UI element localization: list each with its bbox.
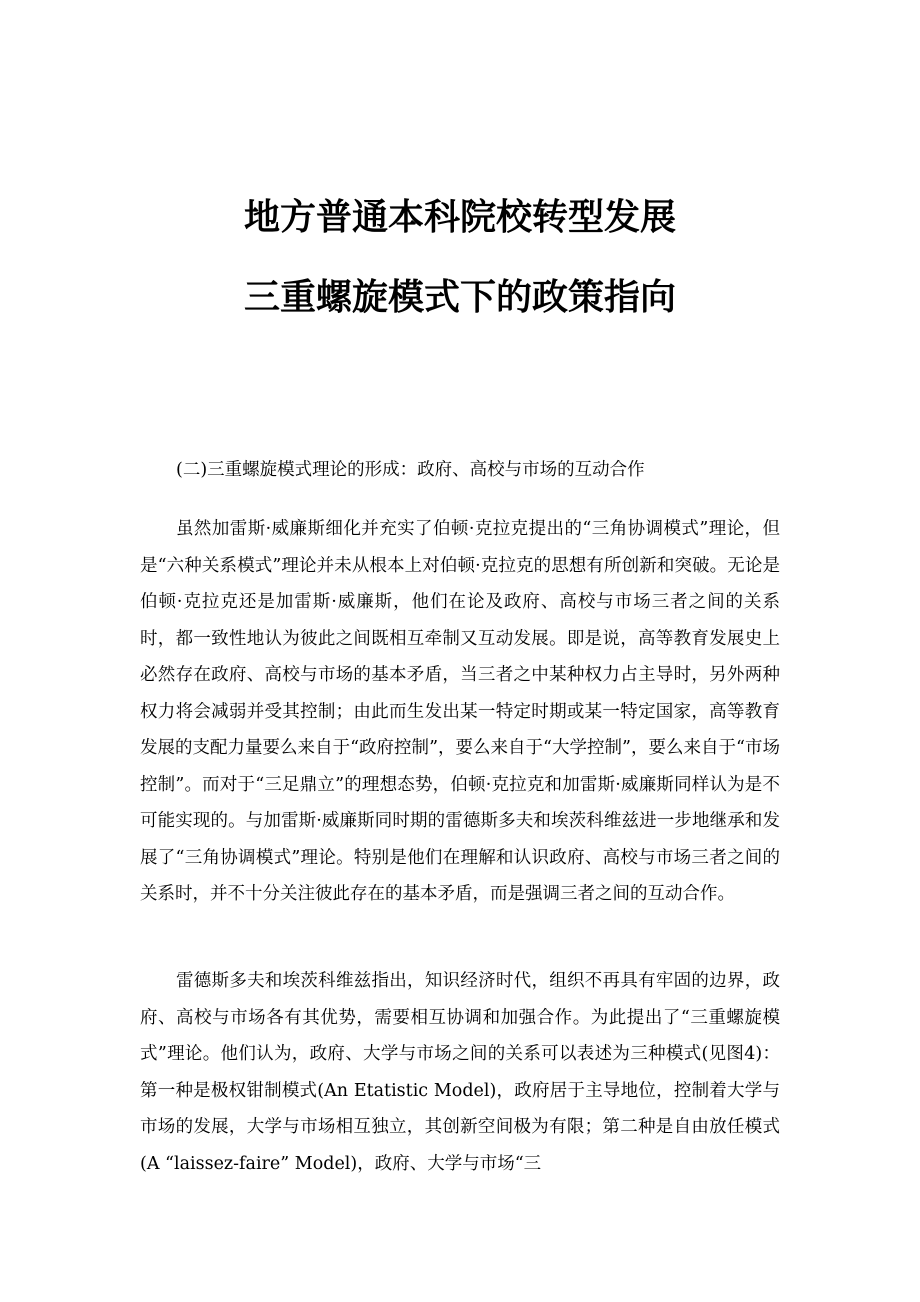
document-title-line-2: 三重螺旋模式下的政策指向 xyxy=(243,276,676,318)
document-title-line-1: 地方普通本科院校转型发展 xyxy=(243,196,676,238)
body-paragraph-2: 雷德斯多夫和埃茨科维兹指出，知识经济时代，组织不再具有牢固的边界，政府、高校与市场各有其优势，需要相互协调和加强合作。为此提出了“三重螺旋模式”理论。他们认为，政府、大学与市场之间的关系可以表述为三种模式(见图4)：第一种是极权钳制模式(An Etatistic Model)，政府居于主导地位，控制着大学与市场的发展，大学与市场相互独立，其创新空间极为有限；第二种是自由放任模式(A “laissez-faire” Model)，政府、大学与市场“三 xyxy=(140,971,780,1174)
section-subheading: (二)三重螺旋模式理论的形成：政府、高校与市场的互动合作 xyxy=(176,460,645,480)
body-paragraph-1: 虽然加雷斯·威廉斯细化并充实了伯顿·克拉克提出的“三角协调模式”理论，但是“六种关系模式”理论并未从根本上对伯顿·克拉克的思想有所创新和突破。无论是伯顿·克拉克还是加雷斯·威廉斯，他们在论及政府、高校与市场三者之间的关系时，都一致性地认为彼此之间既相互牵制又互动发展。即是说，高等教育发展史上必然存在政府、高校与市场的基本矛盾，当三者之中某种权力占主导时，另外两种权力将会减弱并受其控制；由此而生发出某一特定时期或某一特定国家，高等教育发展的支配力量要么来自于“政府控制”，要么来自于“大学控制”，要么来自于“市场控制”。而对于“三足鼎立”的理想态势，伯顿·克拉克和加雷斯·威廉斯同样认为是不可能实现的。与加雷斯·威廉斯同时期的雷德斯多夫和埃茨科维兹进一步地继承和发展了“三角协调模式”理论。特别是他们在理解和认识政府、高校与市场三者之间的关系时，并不十分关注彼此存在的基本矛盾，而是强调三者之间的互动合作。 xyxy=(140,519,780,904)
